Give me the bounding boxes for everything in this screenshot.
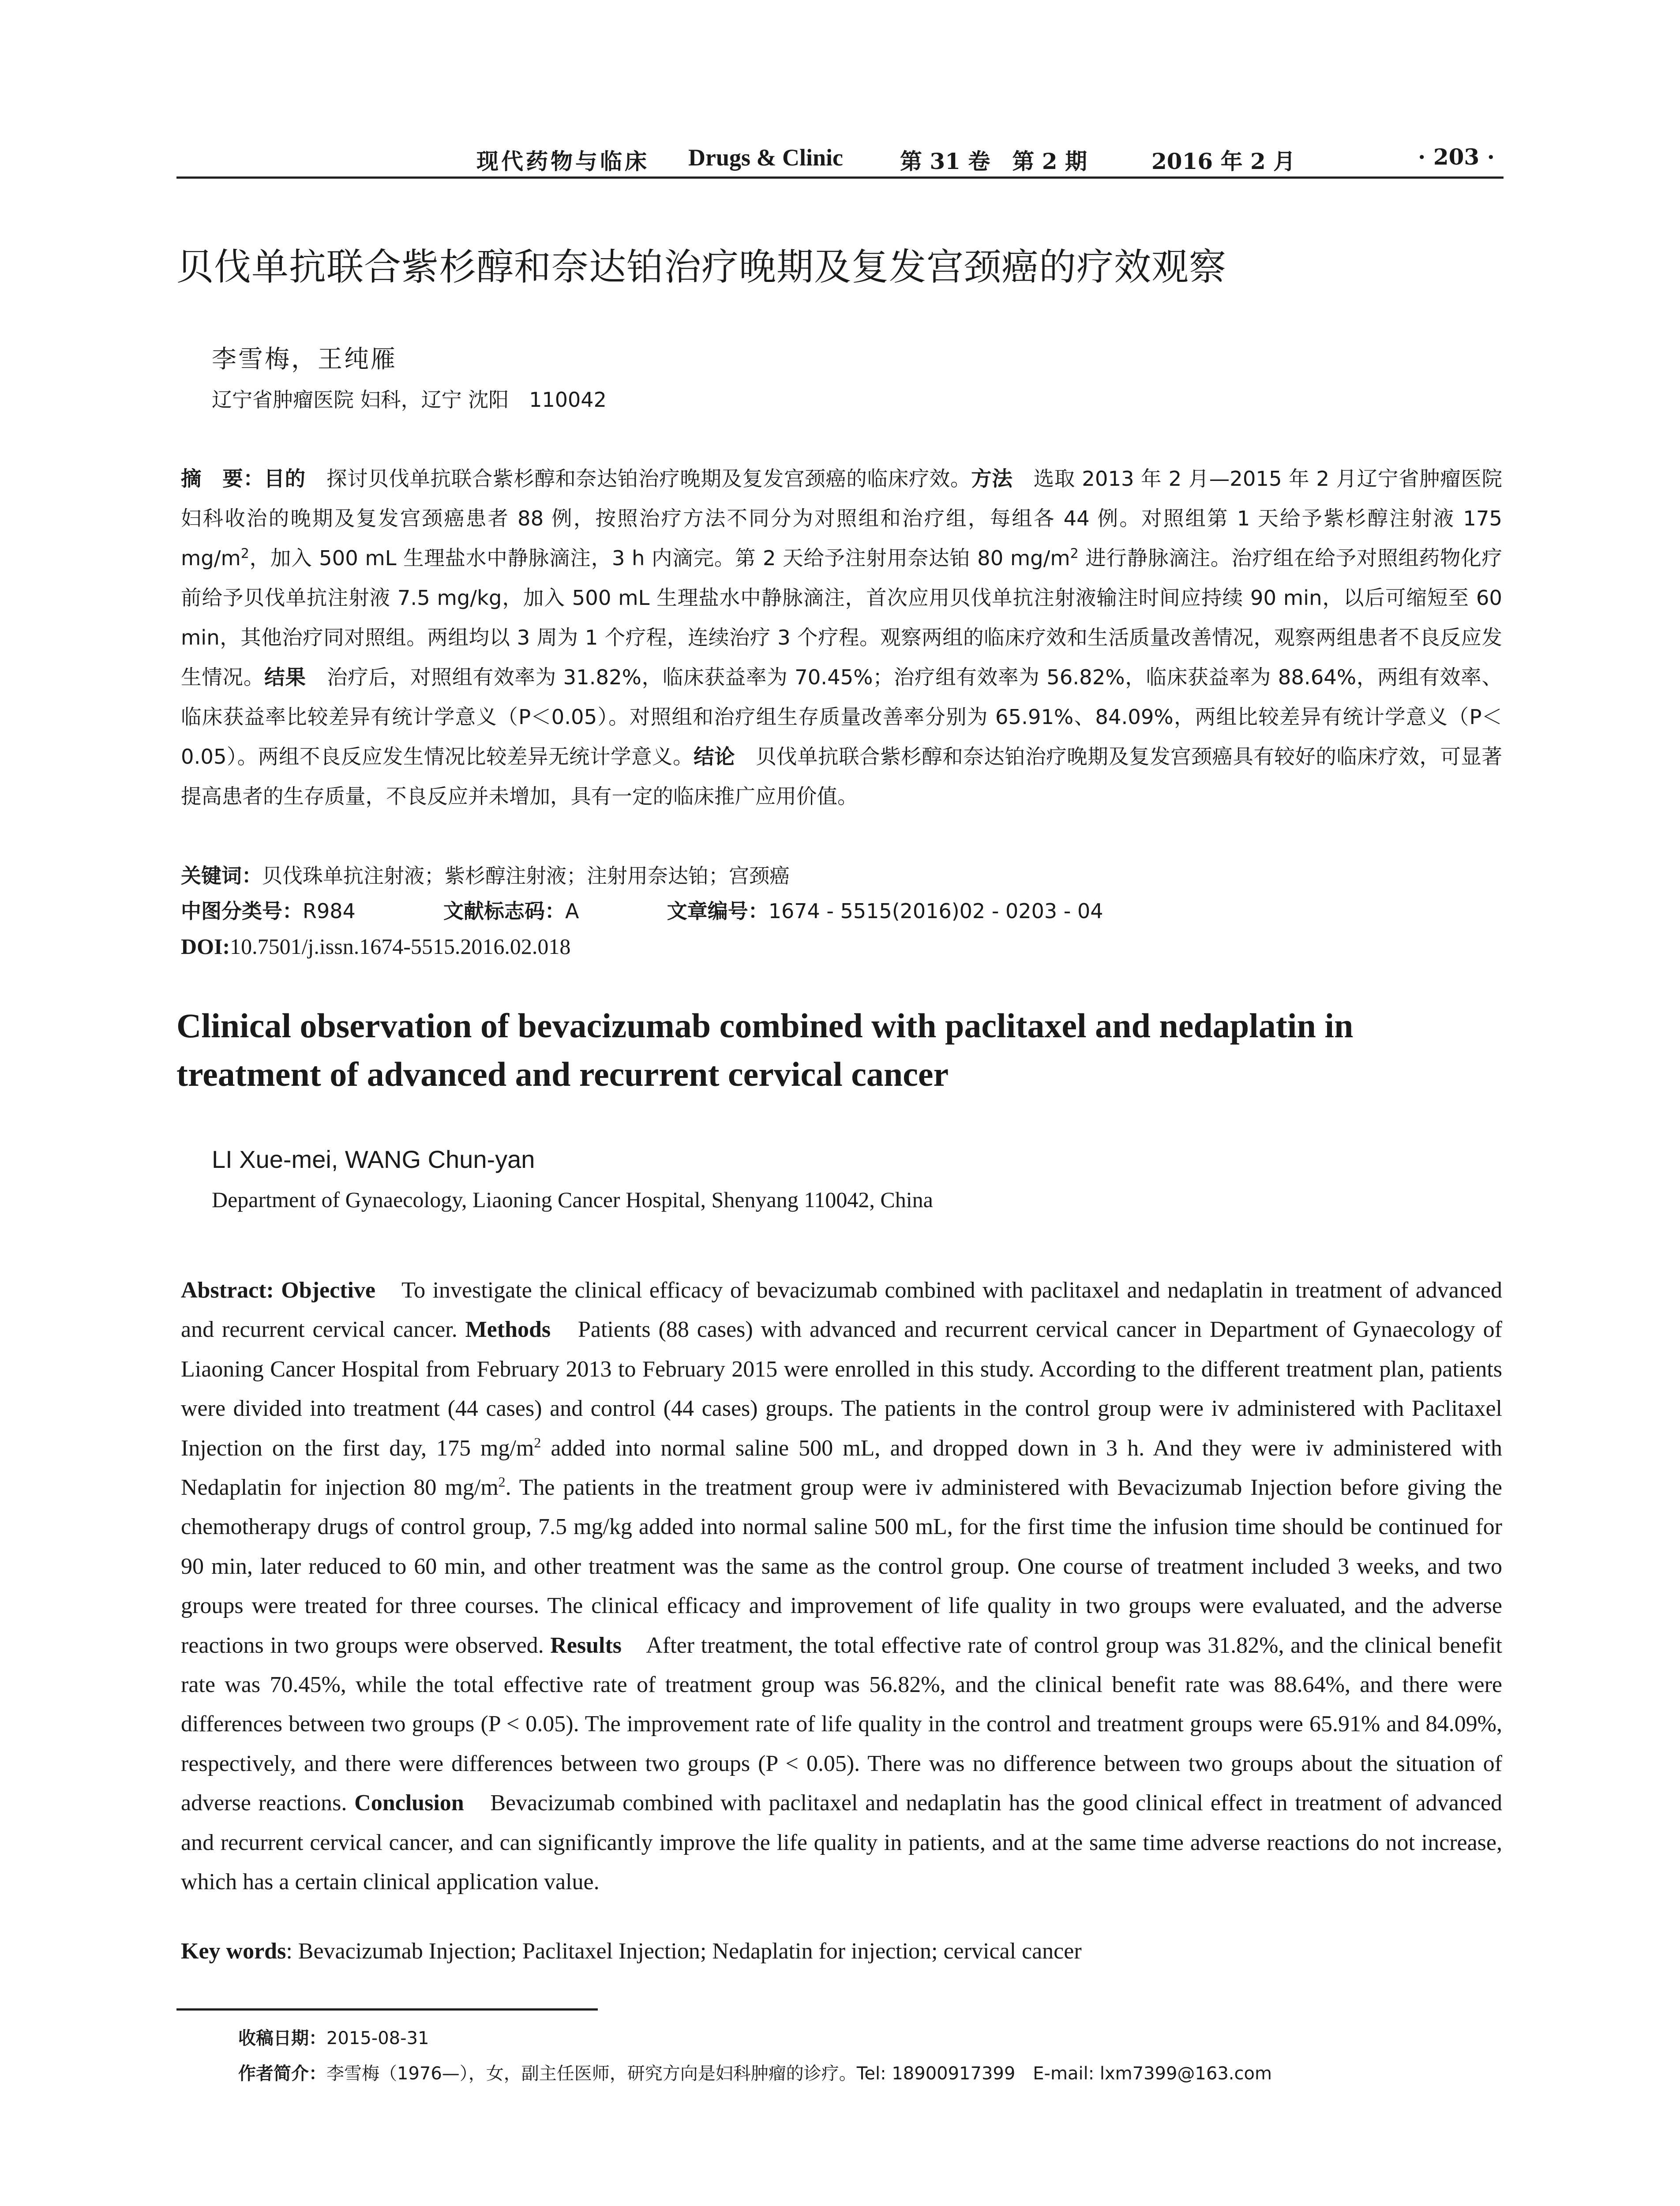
running-header xyxy=(176,141,1504,179)
affiliation-cn: 辽宁省肿瘤医院 妇科，辽宁 沈阳 110042 xyxy=(212,388,607,412)
keywords-cn xyxy=(181,858,1502,893)
issue-date: 2016 年 2 月 xyxy=(1151,148,1296,174)
results-text-cn: 治疗后，对照组有效率为 31.82%，临床获益率为 70.45%；治疗组有效率为 56.82%，临床获益率为 88.64%，两组有效率、临床获益率比较差异有统计学意义（P＜0.05）。对照组和治疗组生存质量改善率分别为 65.91%、84.09%，两组比较差异有统计学意义（P＜0.05）。两组不良反应发生情况比较差异无统计学意义。 xyxy=(181,665,1503,769)
doi-line xyxy=(181,929,1502,964)
author-bio-label: 作者简介： xyxy=(238,2063,326,2084)
results-label-en: Results xyxy=(550,1632,622,1658)
page-number: · 203 · xyxy=(1418,144,1495,170)
footnotes xyxy=(238,2021,1500,2091)
methods-text-en-3: . The patients in the treatment group were iv administered with Bevacizumab Injection before giving the chemotherapy drugs of control group, 7.5 mg/kg added into normal saline 500 mL, for the first time the infusion time should be continued for 90 min, later reduced to 60 min, and other treatment was the same as the control group. One course of treatment included 3 weeks, and two groups were treated for three courses. The clinical efficacy and improvement of life quality in two groups were evaluated, and the adverse reactions in two groups were observed. xyxy=(181,1475,1503,1658)
authors-en: LI Xue-mei, WANG Chun-yan xyxy=(212,1145,535,1173)
doi-label: DOI: xyxy=(181,934,230,959)
keywords-label-cn: 关键词： xyxy=(181,864,262,888)
objective-label-cn: 目的 xyxy=(264,467,306,491)
article-number-label: 文章编号： xyxy=(667,899,769,923)
objective-text-en: To investigate the clinical efficacy of bevacizumab combined with paclitaxel and nedaplatin in treatment of advanced and recurrent cervical cancer. xyxy=(181,1278,1502,1343)
footnote-divider xyxy=(176,2008,598,2011)
volume-issue: 第 31 卷 第 2 期 xyxy=(900,148,1087,174)
results-text-en: After treatment, the total effective rate of control group was 31.82%, and the clinical benefit rate was 70.45%, while the total effective rate of treatment group was 56.82%, and the clinical benefit rate was 88.64%, and there were differences between two groups (P < 0.05). The improvement rate of life quality in the control and treatment groups were 65.91% and 84.09%, respectively, and there were differences between two groups (P < 0.05). There was no difference between two groups about the situation of adverse reactions. xyxy=(181,1632,1502,1816)
methods-label-en: Methods xyxy=(465,1317,551,1343)
conclusion-label-en: Conclusion xyxy=(354,1790,464,1816)
superscript-2: 2 xyxy=(498,1474,506,1490)
clc-value: R984 xyxy=(303,899,356,923)
article-number-value: 1674 - 5515(2016)02 - 0203 - 04 xyxy=(768,899,1103,923)
abstract-cn xyxy=(181,459,1502,816)
methods-label-cn: 方法 xyxy=(971,467,1013,491)
received-value: 2015-08-31 xyxy=(326,2028,429,2048)
keywords-label-en: Key words xyxy=(181,1939,286,1964)
superscript-2: 2 xyxy=(534,1434,541,1451)
journal-name-en: Drugs & Clinic xyxy=(688,144,843,171)
conclusion-text-en: Bevacizumab combined with paclitaxel and nedaplatin has the good clinical effect in treatment of advanced and recurrent cervical cancer, and can significantly improve the life quality in patients, and at the same time adverse reactions do not increase, which has a certain clinical application value. xyxy=(181,1790,1502,1895)
keywords-text-cn: 贝伐珠单抗注射液；紫杉醇注射液；注射用奈达铂；宫颈癌 xyxy=(262,864,790,888)
methods-text-en-1: Patients (88 cases) with advanced and recurrent cervical cancer in Department of Gynaecology of Liaoning Cancer Hospital from February 2013 to February 2015 were enrolled in this study. According to the different treatment plan, patients were divided into treatment (44 cases) and control (44 cases) groups. The patients in the control group were iv administered with Paclitaxel Injection on the first day, 175 mg/m xyxy=(181,1317,1502,1461)
keywords-text-en: : Bevacizumab Injection; Paclitaxel Injection; Nedaplatin for injection; cervical cancer xyxy=(286,1939,1082,1964)
abstract-en xyxy=(181,1271,1502,1902)
methods-text-cn-1: 选取 2013 年 2 月—2015 年 2 月辽宁省肿瘤医院妇科收治的晚期及复发宫颈癌患者 88 例，按照治疗方法不同分为对照组和治疗组，每组各 44 例。对照组第 1 天给予紫杉醇注射液 175 mg/m xyxy=(181,467,1503,570)
objective-text-cn: 探讨贝伐单抗联合紫杉醇和奈达铂治疗晚期及复发宫颈癌的临床疗效。 xyxy=(305,467,971,491)
title-en: Clinical observation of bevacizumab combined with paclitaxel and nedaplatin in treatment of advanced and recurrent cervical cancer xyxy=(176,1006,1354,1093)
superscript-2: 2 xyxy=(240,546,249,562)
abstract-label-en: Abstract: Objective xyxy=(181,1278,375,1303)
conclusion-text-cn: 贝伐单抗联合紫杉醇和奈达铂治疗晚期及复发宫颈癌具有较好的临床疗效，可显著提高患者的生存质量，不良反应并未增加，具有一定的临床推广应用价值。 xyxy=(181,745,1503,808)
affiliation-en: Department of Gynaecology, Liaoning Cancer Hospital, Shenyang 110042, China xyxy=(212,1187,933,1212)
journal-name-cn: 现代药物与临床 xyxy=(476,148,649,174)
methods-text-en-2: added into normal saline 500 mL, and dropped down in 3 h. And they were iv administered with Nedaplatin for injection 80 mg/m xyxy=(181,1435,1502,1501)
doc-code-value: A xyxy=(565,899,579,923)
methods-text-cn-3: 进行静脉滴注。治疗组在给予对照组药物化疗前给予贝伐单抗注射液 7.5 mg/kg，加入 500 mL 生理盐水中静脉滴注，首次应用贝伐单抗注射液输注时间应持续 90 min，以后可缩短至 60 min，其他治疗同对照组。两组均以 3 周为 1 个疗程，连续治疗 3 个疗程。观察两组的临床疗效和生活质量改善情况，观察两组患者不良反应发生情况。 xyxy=(181,546,1502,689)
classification-line xyxy=(181,893,1502,929)
title-cn: 贝伐单抗联合紫杉醇和奈达铂治疗晚期及复发宫颈癌的疗效观察 xyxy=(176,245,1227,289)
doi-value[interactable]: 10.7501/j.issn.1674-5515.2016.02.018 xyxy=(230,934,571,959)
superscript-2: 2 xyxy=(1070,546,1079,562)
clc-label: 中图分类号： xyxy=(181,899,303,923)
methods-text-cn-2: ，加入 500 mL 生理盐水中静脉滴注，3 h 内滴完。第 2 天给予注射用奈达铂 80 mg/m xyxy=(249,546,1070,570)
conclusion-label-cn: 结论 xyxy=(694,745,735,769)
author-bio-text: 李雪梅（1976—），女，副主任医师，研究方向是妇科肿瘤的诊疗。Tel: 18900917399 E-mail: lxm7399@163.com xyxy=(326,2063,1272,2084)
received-date-line xyxy=(238,2021,1500,2056)
authors-cn: 李雪梅，王纯雁 xyxy=(212,345,397,374)
abstract-label-cn: 摘 要： xyxy=(181,467,264,491)
author-bio-line xyxy=(238,2056,1500,2091)
results-label-cn: 结果 xyxy=(264,665,306,689)
doc-code-label: 文献标志码： xyxy=(443,899,566,923)
received-label: 收稿日期： xyxy=(238,2028,326,2048)
keywords-en xyxy=(181,1932,1502,1971)
